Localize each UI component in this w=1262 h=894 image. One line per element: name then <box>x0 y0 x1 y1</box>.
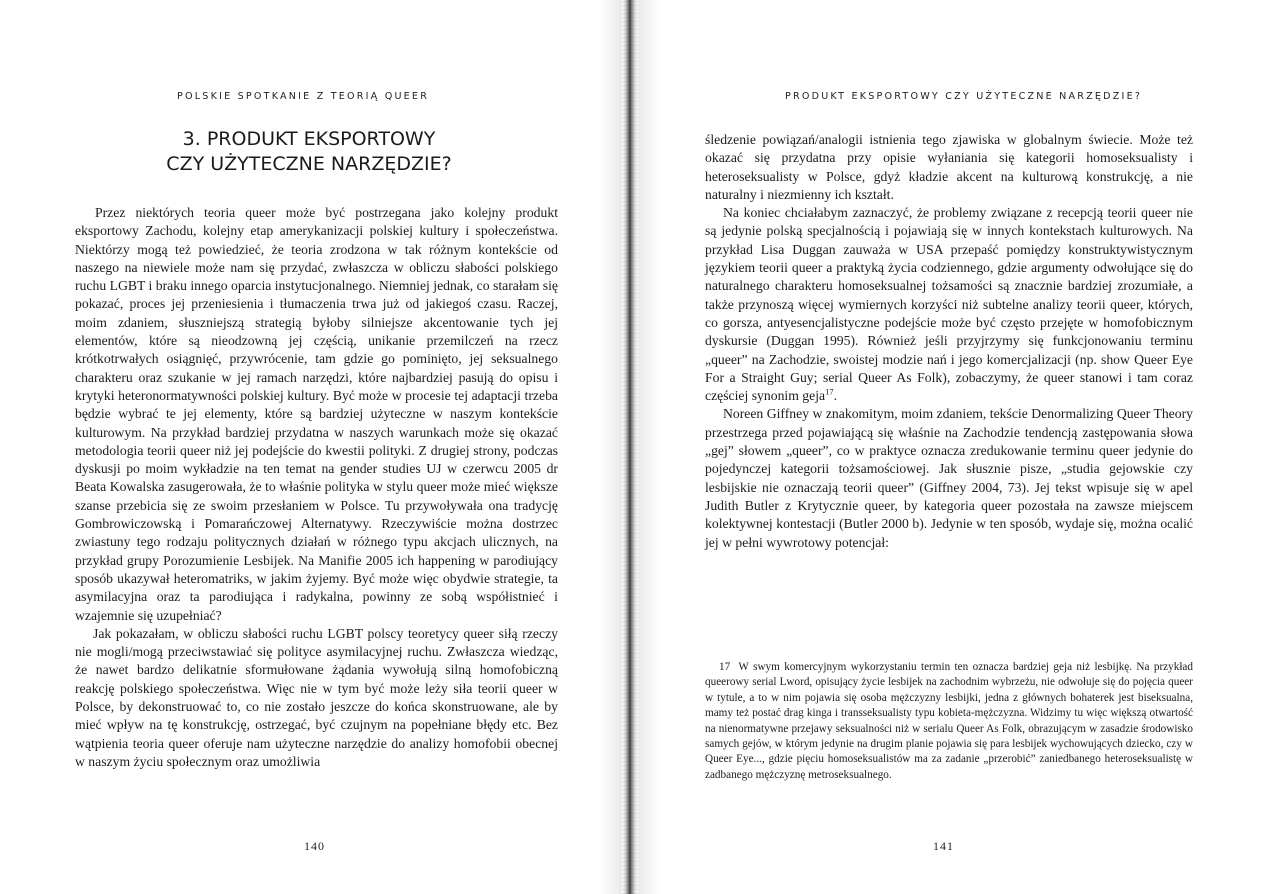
right-page-number: 141 <box>933 839 954 853</box>
right-body-text <box>705 131 1193 552</box>
left-page <box>0 0 622 894</box>
chapter-title-line-1: 3. PRODUKT EKSPORTOWY <box>182 128 436 150</box>
right-paragraph-3: Noreen Giffney w znakomitym, moim zdaniem, tekście Denormalizing Queer Theory przestrzega przed pojawiającą się właśnie na Zachodzie tendencją zastępowania słowa „gej” słowem „queer”, co w praktyce oznacza zredukowanie terminu queer jedynie do pojedynczej kategorii tożsamościowej. Jak słusznie pisze, „studia gejowskie czy lesbijskie nie oznaczają teorii queer” (Giffney 2004, 73). Jej tekst wpisuje się w apel Judith Butler z Krytycznie queer, by kategoria queer pozostała na zawsze miejscem kolektywnej kontestacji (Butler 2000 b). Jedynie w ten sposób, wydaje się, można ocalić jej w pełni wywrotowy potencjał: <box>705 406 1193 550</box>
chapter-title <box>105 127 513 177</box>
left-body-text <box>75 204 558 771</box>
footnote-reference: 17 <box>825 386 834 397</box>
chapter-title-line-2: CZY UŻYTECZNE NARZĘDZIE? <box>166 153 452 175</box>
gutter-shadow-left <box>600 0 622 894</box>
right-running-head: PRODUKT EKSPORTOWY CZY UŻYTECZNE NARZĘDZIE? <box>785 91 1143 102</box>
left-paragraph-1: Przez niektórych teoria queer może być postrzegana jako kolejny produkt eksportowy Zachodu, kolejny etap amerykanizacji polskiej kultury i społeczeństwa. Niektórzy mogą też powiedzieć, że teoria zrodzona w tak różnym kontekście od naszego na niewiele może nam się przydać, zwłaszcza w obliczu słabości polskiego ruchu LGBT i braku innego oparcia instytucjonalnego. Niemniej jednak, co starałam się pokazać, proces jej przeniesienia i tłumaczenia trwa już od jakiegoś czasu. Raczej, moim zdaniem, słuszniejszą strategią byłoby silniejsze akcentowanie tych jej elementów, które są nieodzowną jej częścią, unikanie przemilczeń na rzecz krótkotrwałych osiągnięć, przywrócenie, tam gdzie go pominięto, jej seksualnego charakteru oraz szukanie w jej ramach narzędzi, które najbardziej pasują do opisu i krytyki heteronormatywności polskiej kultury. Być może w procesie tej adaptacji trzeba będzie wybrać te jej elementy, które są bardziej użyteczne w naszym kontekście kulturowym. Na przykład bardziej przydatna w naszych warunkach może się okazać metodologia teorii queer niż jej podejście do kwestii polityki. Z drugiej strony, podczas dyskusji po moim wykładzie na ten temat na gender studies UJ w czerwcu 2005 dr Beata Kowalska zasugerowała, że to właśnie polityka w stylu queer może mieć większe szanse przebicia się ze swoim przesłaniem w Polsce. Tu przywoływała ona tradycję Gombrowiczowską i Pomarańczowej Alternatywy. Rzeczywiście można dostrzec zwiastuny tego rodzaju politycznych działań w różnego typu akcjach ulicznych, na przykład grupy Porozumienie Lesbijek. Na Manifie 2005 ich happening w parodiujący sposób ukazywał heteromatriks, w jakim żyjemy. Być może więc obydwie strategie, ta asymilacyjna oraz ta parodiująca i radykalna, powinny ze sobą współistnieć i wzajemnie się uzupełniać? <box>75 205 558 623</box>
right-paragraph-2-text: Na koniec chciałabym zaznaczyć, że problemy związane z recepcją teorii queer nie są jedynie polską specjalnością i pojawiają się w innych kontekstach kulturowych. Na przykład Lisa Duggan zauważa w USA przepaść pomiędzy konstruktywistycznym językiem teorii queer a praktyką życia codziennego, gdzie argumenty odwołujące się do naturalnego charakteru homoseksualnej tożsamości są znacznie bardziej zrozumiałe, a także przynoszą więcej wymiernych korzyści niż subtelne analizy teorii queer, których, co gorsza, antyesencjalistyczne podejście może być często przejęte w homofobicznym dyskursie (Duggan 1995). Również jeśli przyjrzymy się funkcjonowaniu terminu „queer” na Zachodzie, swoistej modzie nań i jego komercjalizacji (np. show Queer Eye For a Straight Guy; serial Queer As Folk), zobaczymy, że queer stanowi i tam coraz częściej synonim geja <box>705 205 1193 404</box>
right-page <box>638 0 1262 894</box>
right-paragraph-1: śledzenie powiązań/analogii istnienia tego zjawiska w globalnym świecie. Może też okazać się przydatna przy opisie wyłaniania się kategorii homoseksualisty i heteroseksualisty w Polsce, gdyż kładzie akcent na kulturową konstrukcję, a nie naturalny i niezmienny ich kształt. <box>705 132 1193 202</box>
left-paragraph-2: Jak pokazałam, w obliczu słabości ruchu LGBT polscy teoretycy queer siłą rzeczy nie mogli/mogą przeciwstawiać się polityce asymilacyjnej ruchu. Zwłaszcza wiedząc, że nawet bardzo delikatnie sformułowane żądania wywołują silną homofobiczną reakcję polskiego społeczeństwa. Więc nie w tym być może leży siła teorii queer w Polsce, by dekonstruować to, co nie zostało jeszcze do końca skonstruowane, ale by mieć wpływ na tę konstrukcję, ostrzegać, być czujnym na popełniane błędy etc. Bez wątpienia teoria queer oferuje nam użyteczne narzędzie do analizy homofobii obecnej w naszym życiu społecznym oraz umożliwia <box>75 625 558 769</box>
footnote <box>705 660 1193 783</box>
footnote-text: W swym komercyjnym wykorzystaniu termin ten oznacza bardziej geja niż lesbijkę. Na przykład queerowy serial Lword, opisujący życie lesbijek na zachodnim wybrzeżu, nie odwołuje się do pojęcia queer w tytule, a to w nim pojawia się osoba mężczyzny lesbijki, jedna z głównych bohaterek jest biseksualna, mamy też postać drag kinga i transseksualisty typu kobieta-mężczyzna. Widzimy tu więc większą otwartość na nienormatywne przejawy seksualności niż w serialu Queer As Folk, obrazującym w zasadzie środowisko samych gejów, w którym jedynie na drugim planie pojawia się para lesbijek wychowujących dziecko, czy w Queer Eye..., gdzie pięciu homoseksualistów ma za zadanie „przerobić” zaniedbanego heteroseksualistę w zadbanego mężczyznę metroseksualnego. <box>705 661 1193 781</box>
left-running-head: POLSKIE SPOTKANIE Z TEORIĄ QUEER <box>177 91 430 102</box>
footnote-number: 17 <box>719 661 731 673</box>
left-page-number: 140 <box>304 839 325 853</box>
right-paragraph-2: Na koniec chciałabym zaznaczyć, że problemy związane z recepcją teorii queer nie są jedynie polską specjalnością i pojawiają się w innych kontekstach kulturowych. Na przykład Lisa Duggan zauważa w USA przepaść pomiędzy konstruktywistycznym językiem teorii queer a praktyką życia codziennego, gdzie argumenty odwołujące się do naturalnego charakteru homoseksualnej tożsamości są znacznie bardziej zrozumiałe, a także przynoszą więcej wymiernych korzyści niż subtelne analizy teorii queer, których, co gorsza, antyesencjalistyczne podejście może być często przejęte w homofobicznym dyskursie (Duggan 1995). Również jeśli przyjrzymy się funkcjonowaniu terminu „queer” na Zachodzie, swoistej modzie nań i jego komercjalizacji (np. show Queer Eye For a Straight Guy; serial Queer As Folk), zobaczymy, że queer stanowi i tam coraz częściej synonim geja$^{17}$. <box>705 205 1193 404</box>
book-spine-gutter <box>622 0 638 894</box>
